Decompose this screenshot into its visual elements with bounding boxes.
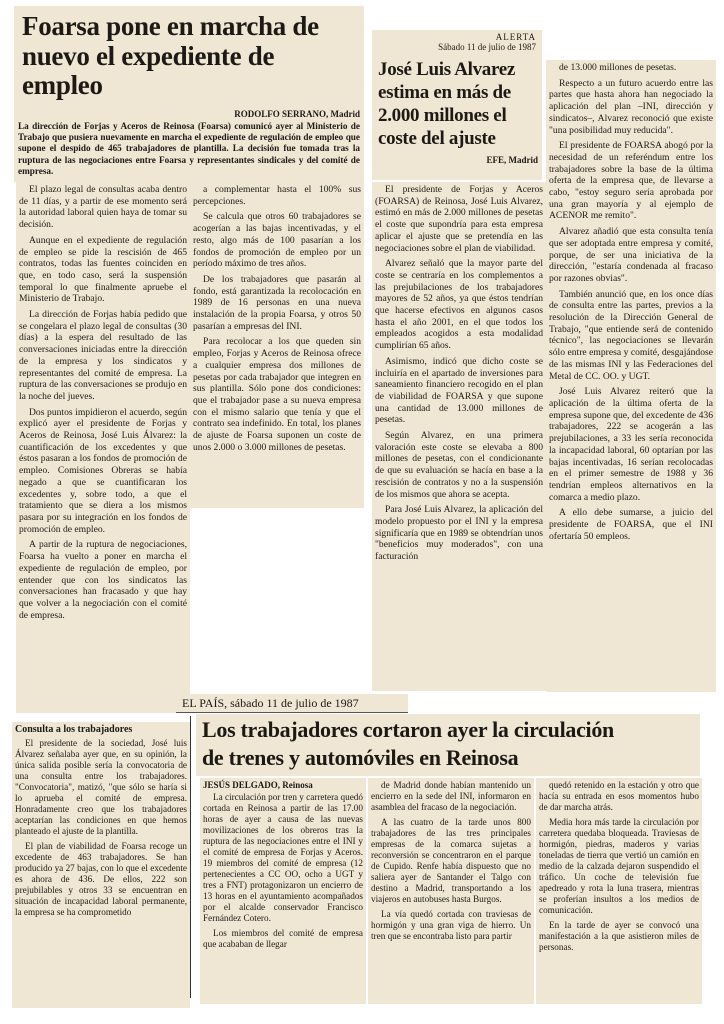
article2-byline: EFE, Madrid bbox=[486, 154, 538, 165]
article2-header-clip bbox=[372, 30, 542, 180]
paragraph: Alvarez señaló que la mayor parte del coste se centraría en los complementos a las prejubilaciones de los trabajadores mayores de 52 años, ya que éstos tendrían que hacerse efectivos en algunos casos hasta el año 2001, en el que todos los empleados acogidos a esta modalidad cumplirían 65 años. bbox=[375, 258, 543, 352]
article2-headline-line1: José Luis Alvarez bbox=[378, 59, 516, 80]
article2-headline-line4: coste del ajuste bbox=[378, 127, 496, 149]
article2-column1 bbox=[372, 182, 546, 691]
article1-column1 bbox=[16, 182, 190, 713]
paragraph: También anunció que, en los once días de consulta entre las partes, previos a la resolución de la Dirección General de Trabajo, "que entiende será de contenido técnico", las negociaciones se llevarán sólo entre empresa y comité, desgajándose de las mismas INI y las Federaciones del Metal de CC. OO. y UGT. bbox=[549, 288, 713, 382]
article3-left-rule bbox=[190, 716, 191, 998]
article2-date: Sábado 11 de julio de 1987 bbox=[438, 42, 536, 52]
article3-headline-line1: Los trabajadores cortaron ayer la circulación bbox=[202, 717, 614, 742]
paragraph: Asimismo, indicó que dicho coste se incluiría en el apartado de inversiones para saneamiento financiero recogido en el plan de viabilidad de FOARSA y que supone una cantidad de 13.000 millones de pesetas. bbox=[375, 355, 543, 426]
paragraph: Respecto a un futuro acuerdo entre las partes que hasta ahora han negociado la aplicación del plan –INI, dirección y sindicatos–, Alvarez reconoció que existe "una posibilidad muy reducida". bbox=[549, 77, 713, 136]
paragraph: El presidente de la sociedad, José luis Álvarez señalaba ayer que, en su opinión, la única salida posible sería la convocatoria de una consulta entre los trabajadores. "Convocatoria", matizó, "que sólo se haría si lo aprueba el comité de empresa. Honradamente creo que los trabajadores aceptarían las condiciones en que hemos planteado el ajuste de la plantilla. bbox=[15, 738, 187, 837]
paragraph: Para José Luis Alvarez, la aplicación del modelo propuesto por el INI y la empresa significaría que en 1989 se obtendrían unos "beneficios muy moderados", con una facturación bbox=[375, 504, 543, 563]
paragraph: Alvarez añadió que esta consulta tenía que ser adoptada entre empresa y comité, porque, de ser una iniciativa de la dirección, "estaría condenada al fracaso por razones obvias". bbox=[549, 226, 713, 284]
paragraph: El plazo legal de consultas acaba dentro de 11 días, y a partir de ese momento será la autoridad laboral quien haya de tomar su decisión. bbox=[19, 184, 187, 231]
article3-source-strip bbox=[176, 694, 408, 713]
paragraph: El presidente de Forjas y Aceros (FOARSA) de Reinosa, José Luis Alvarez, estimó en más de 2.000 millones de pesetas el coste que supondría para esta empresa aplicar el ajuste que se pretendía en las negociaciones sobre el plan de viabilidad. bbox=[375, 184, 543, 254]
paragraph: Se calcula que otros 60 trabajadores se acogerían a las bajas incentivadas, y el resto, algo más de 100 pasarían a los fondos de promoción de empleo por un período máximo de tres años. bbox=[193, 211, 361, 270]
article3-column1 bbox=[200, 778, 366, 1004]
article3-column2 bbox=[368, 778, 534, 1004]
article1-column2 bbox=[190, 182, 364, 508]
paragraph: La dirección de Forjas había pedido que se congelara el plazo legal de consultas (30 días) a la espera del resultado de las conversaciones iniciadas entre la dirección de la empresa y los sindicatos y representantes del comité de empresa. La ruptura de las conversaciones se produjo en la noche del jueves. bbox=[19, 309, 187, 402]
article3-byline: JESÚS DELGADO, Reinosa bbox=[203, 780, 313, 790]
paragraph: De los trabajadores que pasarán al fondo, está garantizada la recolocación en 1989 de 16 personas en una nueva instalación de la propia Foarsa, y otros 50 pasarían a empresas del INI. bbox=[193, 273, 361, 332]
sidebar-title: Consulta a los trabajadores bbox=[15, 724, 133, 735]
sidebar-consulta bbox=[12, 722, 190, 1008]
article3-column3 bbox=[536, 778, 702, 1004]
article3-headline-clip bbox=[196, 714, 700, 776]
article2-headline-line3: 2.000 millones el bbox=[378, 104, 507, 126]
article1-byline: RODOLFO SERRANO, Madrid bbox=[234, 109, 360, 120]
article3-source: EL PAÍS, sábado 11 de julio de 1987 bbox=[182, 696, 359, 710]
article2-column2 bbox=[546, 60, 716, 692]
paragraph: En la tarde de ayer se convocó una manifestación a la que asistieron miles de personas. bbox=[539, 920, 699, 953]
article2-section-label: ALERTA bbox=[495, 32, 536, 42]
paragraph: El presidente de FOARSA abogó por la necesidad de un referéndum entre los trabajadores sobre la base de la última oferta de la empresa que, de llevarse a cabo, "estoy seguro sería aprobada por una gran mayoría y al ejemplo de ACENOR me remito". bbox=[549, 140, 713, 222]
article1-lead: La dirección de Forjas y Aceros de Reinosa (Foarsa) comunicó ayer al Ministerio de Trabajo que pusiera nuevamente en marcha el expediente de regulación de empleo que supone el despido de 465 trabajadores de plantilla. La decisión fue tomada tras la ruptura de las negociaciones entre Foarsa y representantes sindicales y del comité de empresa. bbox=[18, 121, 360, 176]
paragraph: de Madrid donde habían mantenido un encierro en la sede del INI, informaron en asamblea del fracaso de la negociación. bbox=[371, 780, 531, 813]
paragraph: Aunque en el expediente de regulación de empleo se pide la rescisión de 465 contratos, todas las fuentes coinciden en que, en todo caso, será la suspensión temporal lo que finalmente apruebe el Ministerio de Trabajo. bbox=[19, 234, 187, 305]
paragraph: La vía quedó cortada con traviesas de hormigón y una gran viga de hierro. Un tren que se encontraba listo para partir bbox=[371, 909, 531, 942]
paragraph: Media hora más tarde la circulación por carretera quedaba bloqueada. Traviesas de hormigón, piedras, maderos y varias toneladas de tierra que vertió un camión en medio de la calzada dejaron suspendido el tráfico. Un coche de televisión fue apedreado y rota la luna trasera, mientras se proferían insultos a los medios de comunicación. bbox=[539, 817, 699, 916]
paragraph: quedó retenido en la estación y otro que hacía su entrada en esos momentos hubo de dar marcha atrás. bbox=[539, 780, 699, 813]
paragraph: José Luis Alvarez reiteró que la aplicación de la última oferta de la empresa supone que, del excedente de 436 trabajadores, 222 se acogerán a las prejubilaciones, a 33 les sería reconocida la incapacidad laboral, 60 optarían por las bajas incentivadas, 16 serían recolocadas en el primer semestre de 1988 y 36 tendrían empleos alternativos en la comarca a medio plazo. bbox=[549, 386, 713, 503]
paragraph: Para recolocar a los que queden sin empleo, Forjas y Aceros de Reinosa ofrece a cualquier empresa dos millones de pesetas por cada trabajador que integren en sus plantilla. Sólo pone dos condiciones: que el trabajador pase a su nueva empresa con el mismo salario que tenía y que el contrato sea indefinido. En total, los planes de ajuste de Foarsa suponen un coste de unos 2.000 o 3.000 millones de pesetas. bbox=[193, 336, 361, 453]
paragraph: La circulación por tren y carretera quedó cortada en Reinosa a partir de las 17.00 horas de ayer a causa de las nuevas movilizaciones de los obreros tras la ruptura de las negociaciones entre el INI y el comité de empresa de Forjas y Aceros. 19 miembros del comité de empresa (12 pertenecientes a CC OO, ocho a UGT y tres a FNT) protagonizaron un encierro de 13 horas en el ayuntamiento acompañados por el alcalde conservador Francisco Fernández Cotero. bbox=[203, 792, 363, 924]
paragraph: Según Alvarez, en una primera valoración este coste se elevaba a 800 millones de pesetas, con el condicionante de que su evaluación se hacía en base a la rescisión de contratos y no a la suspensión de los mismos que ahora se acepta. bbox=[375, 430, 543, 500]
paragraph: A las cuatro de la tarde unos 800 trabajadores de las tres principales empresas de la comarca sujetas a reconversión se concentraron en el parque de Cupido. Renfe había dispuesto que no saliera ayer de Santander el Talgo con destino a Madrid, transportando a los viajeros en autobuses hasta Burgos. bbox=[371, 817, 531, 905]
article1-header-clip bbox=[14, 6, 364, 182]
paragraph: Dos puntos impidieron el acuerdo, según explicó ayer el presidente de Forjas y Aceros de Reinosa, José Luis Álvarez: la cuantificación de los excedentes y que éstos pasaran a los fondos de promoción de empleo. Comisiones Obreras se había negado a que se cuantificaran los excedentes y, sobre todo, a que el tratamiento que se diera a los mismos pasara por su integración en los fondos de promoción de empleo. bbox=[19, 406, 187, 535]
paragraph: de 13.000 millones de pesetas. bbox=[559, 62, 677, 73]
article1-headline-line1: Foarsa pone en marcha de bbox=[22, 11, 319, 41]
article3-headline-line2: de trenes y automóviles en Reinosa bbox=[202, 745, 519, 771]
article1-headline-line2: nuevo el expediente de empleo bbox=[22, 41, 275, 100]
paragraph: Los miembros del comité de empresa que acababan de llegar bbox=[203, 928, 363, 950]
article2-headline-line2: estima en más de bbox=[378, 81, 511, 103]
paragraph: A ello debe sumarse, a juicio del presidente de FOARSA, que el INI ofertaría 50 empleos. bbox=[549, 507, 713, 542]
paragraph: a complementar hasta el 100% sus percepciones. bbox=[193, 184, 361, 207]
paragraph: El plan de viabilidad de Foarsa recoge un excedente de 463 trabajadores. Se han producido ya 27 bajas, con lo que el excedente es ahora de 436. De ellos, 222 son prejubilables y otros 33 se encuentran en situación de incapacidad laboral permanente, la empresa se ha comprometido bbox=[15, 841, 187, 918]
paragraph: A partir de la ruptura de negociaciones, Foarsa ha vuelto a poner en marcha el expediente de regulación de empleo, por entender que con los sindicatos las conversaciones han fracasado y que hay que volver a la negociación con el comité de empresa. bbox=[19, 539, 187, 621]
